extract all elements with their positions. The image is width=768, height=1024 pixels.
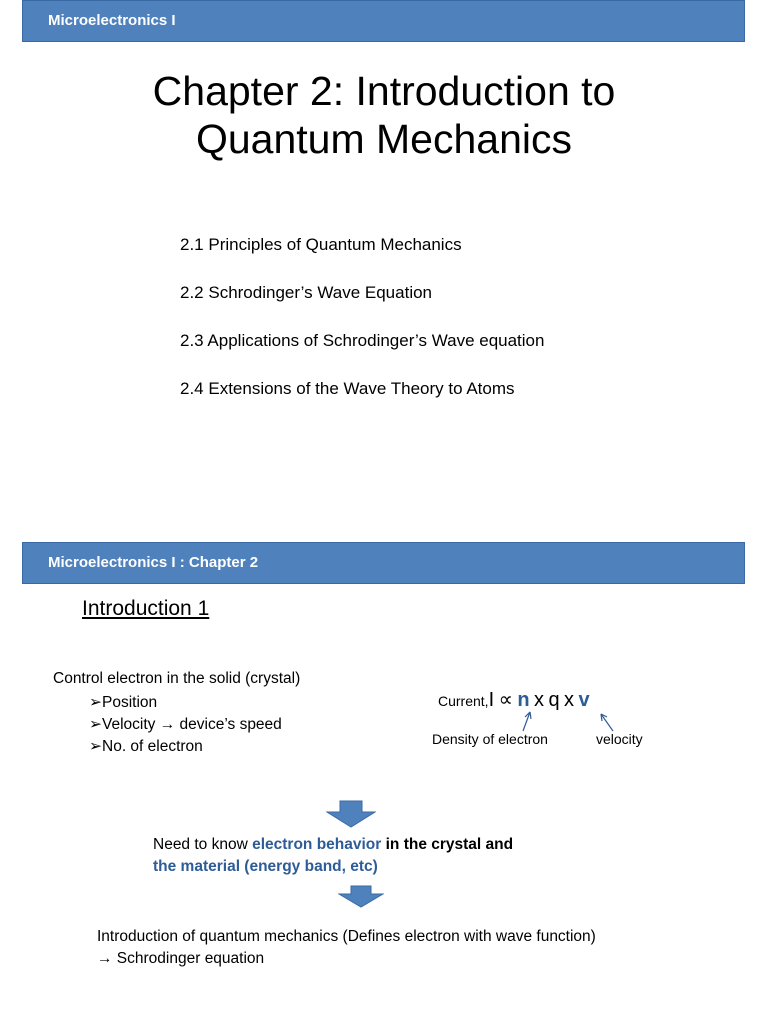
- proportional-symbol: ∝: [498, 689, 513, 711]
- formula-current-symbol: I: [488, 689, 495, 711]
- velocity-label: velocity: [596, 731, 643, 747]
- density-label: Density of electron: [432, 731, 548, 747]
- bullet-arrow-icon: ➢: [89, 716, 102, 733]
- need-text-line1: Need to know electron behavior in the crystal and: [153, 836, 514, 853]
- formula-q: q: [548, 689, 560, 711]
- formula-prefix: Current,: [438, 693, 489, 709]
- toc-item-2-3: 2.3 Applications of Schrodinger’s Wave equation: [180, 331, 545, 350]
- slide2-header-bar: [22, 542, 745, 584]
- right-arrow-icon: →: [97, 950, 113, 967]
- down-arrow-icon: [326, 800, 376, 828]
- toc-item-2-4: 2.4 Extensions of the Wave Theory to Atoms: [180, 379, 515, 398]
- bullet-electron-count: ➢No. of electron: [89, 738, 203, 755]
- right-arrow-icon: →: [159, 716, 176, 733]
- bullet-arrow-icon: ➢: [89, 694, 102, 711]
- formula-times-2: x: [564, 689, 575, 711]
- formula-n: n: [517, 689, 530, 711]
- slide1-header-bar: [22, 0, 745, 42]
- intro-line1: Introduction of quantum mechanics (Defines electron with wave function): [97, 928, 596, 945]
- formula-v: v: [578, 689, 590, 711]
- intro-line2: → Schrodinger equation: [97, 950, 265, 967]
- slide1-title-line1: Chapter 2: Introduction to: [152, 68, 616, 114]
- toc-item-2-1: 2.1 Principles of Quantum Mechanics: [180, 235, 462, 254]
- toc-item-2-2: 2.2 Schrodinger’s Wave Equation: [180, 283, 433, 302]
- section-title: Introduction 1: [82, 597, 210, 620]
- bullet-position: ➢Position: [89, 694, 158, 711]
- down-arrow-icon: [338, 885, 384, 909]
- slide1-header-title: Microelectronics I: [48, 12, 176, 29]
- bullet-arrow-icon: ➢: [89, 738, 102, 755]
- need-text-line2: the material (energy band, etc): [153, 858, 378, 875]
- bullet-velocity: ➢Velocity → device’s speed: [89, 716, 282, 733]
- slide1-title-line2: Quantum Mechanics: [195, 116, 572, 162]
- control-heading: Control electron in the solid (crystal): [53, 670, 301, 687]
- formula-times-1: x: [534, 689, 545, 711]
- slide2-header-title: Microelectronics I : Chapter 2: [48, 554, 259, 571]
